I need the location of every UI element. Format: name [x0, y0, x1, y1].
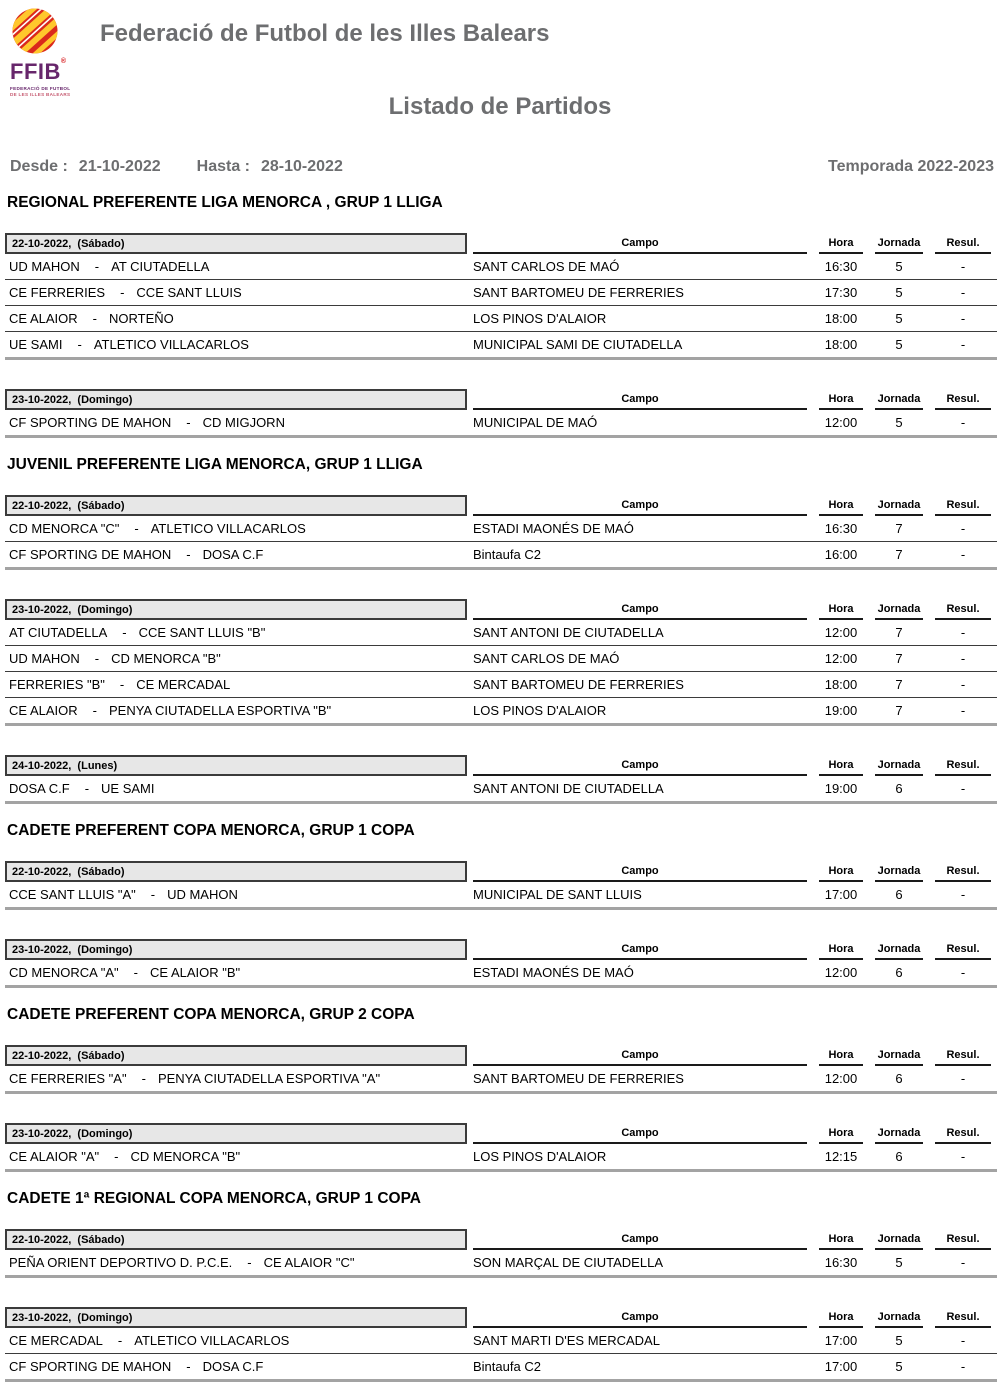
desde-label: Desde :	[10, 158, 68, 175]
column-header-campo: Campo	[473, 1127, 807, 1144]
column-header-resul: Resul.	[935, 1049, 991, 1066]
match-table	[5, 1229, 997, 1278]
matchup-cell	[5, 311, 467, 326]
home-team: CF SPORTING DE MAHON	[9, 415, 172, 430]
jornada-cell: 7	[895, 547, 903, 562]
column-header-jornada: Jornada	[875, 499, 923, 516]
hora-cell: 12:00	[824, 1071, 858, 1086]
match-separator: -	[186, 1359, 191, 1374]
resul-cell: -	[960, 337, 966, 352]
away-team: CD MIGJORN	[202, 415, 285, 430]
match-separator: -	[119, 677, 125, 692]
column-header-hora: Hora	[819, 237, 863, 254]
competition-title: CADETE PREFERENT COPA MENORCA, GRUP 1 COPA	[7, 822, 415, 839]
competition-section	[5, 1006, 997, 1172]
away-team: NORTEÑO	[108, 311, 174, 326]
ffib-logo	[10, 8, 98, 97]
match-separator: -	[120, 285, 125, 300]
matchup-cell	[5, 1071, 467, 1086]
home-team: CF SPORTING DE MAHON	[9, 547, 172, 562]
table-header-row	[5, 861, 997, 882]
tables-group	[5, 1229, 997, 1382]
column-header-campo: Campo	[473, 943, 807, 960]
home-team: CE ALAIOR	[9, 703, 78, 718]
column-header-hora: Hora	[819, 1049, 863, 1066]
match-table	[5, 1307, 997, 1382]
ffib-logo-ball-icon	[10, 8, 60, 55]
jornada-cell: 6	[895, 887, 903, 902]
column-header-resul: Resul.	[935, 759, 991, 776]
tables-group	[5, 233, 997, 438]
column-header-jornada: Jornada	[875, 237, 923, 254]
away-team: PENYA CIUTADELLA ESPORTIVA "A"	[157, 1071, 381, 1086]
matchup-cell	[5, 887, 467, 902]
column-header-jornada: Jornada	[875, 1127, 923, 1144]
match-separator: -	[150, 887, 156, 902]
competition-section	[5, 456, 997, 804]
date-header: 23-10-2022, (Domingo)	[5, 1307, 467, 1328]
away-team: ATLETICO VILLACARLOS	[134, 1333, 290, 1348]
away-team: DOSA C.F	[202, 1359, 264, 1374]
jornada-cell: 5	[895, 259, 903, 274]
date-header: 23-10-2022, (Domingo)	[5, 599, 467, 620]
table-row	[5, 306, 997, 332]
column-header-resul: Resul.	[935, 1127, 991, 1144]
away-team: CD MENORCA "B"	[111, 651, 221, 666]
column-header-hora: Hora	[819, 1311, 863, 1328]
hora-cell: 12:00	[824, 625, 858, 640]
desde-value: 21-10-2022	[78, 158, 161, 175]
column-header-campo: Campo	[473, 499, 807, 516]
home-team: CE FERRERIES	[9, 285, 106, 300]
jornada-cell: 6	[895, 781, 903, 796]
resul-cell: -	[960, 625, 966, 640]
table-header-row	[5, 1045, 997, 1066]
resul-cell: -	[960, 547, 966, 562]
hasta-label: Hasta :	[196, 158, 250, 175]
home-team: CE MERCADAL	[9, 1333, 103, 1348]
match-table	[5, 599, 997, 726]
hora-cell: 12:00	[824, 415, 858, 430]
jornada-cell: 5	[895, 337, 903, 352]
column-header-jornada: Jornada	[875, 603, 923, 620]
match-separator: -	[134, 521, 139, 536]
table-header-row	[5, 1307, 997, 1328]
hora-cell: 18:00	[824, 337, 858, 352]
resul-cell: -	[960, 521, 966, 536]
match-separator: -	[84, 781, 90, 796]
resul-cell: -	[960, 887, 966, 902]
logo-tagline-1: FEDERACIÓ DE FUTBOL	[10, 86, 71, 91]
match-table	[5, 861, 997, 910]
date-header: 23-10-2022, (Domingo)	[5, 389, 467, 410]
campo-cell: SANT ANTONI DE CIUTADELLA	[473, 625, 664, 640]
matchup-cell	[5, 285, 467, 300]
table-row	[5, 1250, 997, 1278]
resul-cell: -	[960, 1071, 966, 1086]
hora-cell: 19:00	[824, 703, 858, 718]
tables-group	[5, 861, 997, 988]
column-header-campo: Campo	[473, 1233, 807, 1250]
match-separator: -	[186, 547, 191, 562]
hora-cell: 12:15	[824, 1149, 858, 1164]
home-team: UE SAMI	[9, 337, 63, 352]
column-header-hora: Hora	[819, 499, 863, 516]
campo-cell: ESTADI MAONÉS DE MAÓ	[473, 521, 634, 536]
home-team: FERRERIES "B"	[9, 677, 105, 692]
resul-cell: -	[960, 965, 966, 980]
away-team: CE ALAIOR "C"	[263, 1255, 355, 1270]
resul-cell: -	[960, 1255, 966, 1270]
match-table	[5, 233, 997, 360]
table-header-row	[5, 1123, 997, 1144]
away-team: CCE SANT LLUIS	[136, 285, 242, 300]
table-header-row	[5, 1229, 997, 1250]
match-table	[5, 1123, 997, 1172]
column-header-hora: Hora	[819, 943, 863, 960]
table-row	[5, 646, 997, 672]
competition-section	[5, 194, 997, 438]
resul-cell: -	[960, 1359, 966, 1374]
away-team: PENYA CIUTADELLA ESPORTIVA "B"	[108, 703, 332, 718]
competition-section	[5, 822, 997, 988]
hora-cell: 12:00	[824, 651, 858, 666]
jornada-cell: 7	[895, 521, 903, 536]
column-header-jornada: Jornada	[875, 1311, 923, 1328]
logo-tagline-2: DE LES ILLES BALEARS	[10, 92, 71, 97]
date-header: 24-10-2022, (Lunes)	[5, 755, 467, 776]
competition-title: CADETE 1ª REGIONAL COPA MENORCA, GRUP 1 COPA	[7, 1190, 421, 1207]
column-header-jornada: Jornada	[875, 759, 923, 776]
hora-cell: 16:30	[824, 1255, 858, 1270]
campo-cell: ESTADI MAONÉS DE MAÓ	[473, 965, 634, 980]
resul-cell: -	[960, 1333, 966, 1348]
home-team: CD MENORCA "C"	[9, 521, 120, 536]
campo-cell: MUNICIPAL DE MAÓ	[473, 415, 598, 430]
campo-cell: Bintaufa C2	[473, 547, 541, 562]
away-team: CD MENORCA "B"	[130, 1149, 241, 1164]
jornada-cell: 5	[895, 1359, 903, 1374]
table-row	[5, 882, 997, 910]
match-table	[5, 1045, 997, 1094]
logo-acronym: FFIB	[10, 59, 61, 84]
table-row	[5, 410, 997, 438]
match-separator: -	[117, 1333, 123, 1348]
resul-cell: -	[960, 415, 966, 430]
campo-cell: SON MARÇAL DE CIUTADELLA	[473, 1255, 663, 1270]
table-header-row	[5, 755, 997, 776]
campo-cell: MUNICIPAL SAMI DE CIUTADELLA	[473, 337, 683, 352]
away-team: ATLETICO VILLACARLOS	[150, 521, 306, 536]
away-team: UD MAHON	[167, 887, 238, 902]
date-header: 22-10-2022, (Sábado)	[5, 861, 467, 882]
match-separator: -	[133, 965, 138, 980]
away-team: ATLETICO VILLACARLOS	[93, 337, 249, 352]
column-header-campo: Campo	[473, 759, 807, 776]
campo-cell: SANT BARTOMEU DE FERRERIES	[473, 1071, 684, 1086]
column-header-jornada: Jornada	[875, 865, 923, 882]
table-header-row	[5, 495, 997, 516]
table-row	[5, 1328, 997, 1354]
match-separator: -	[114, 1149, 119, 1164]
matchup-cell	[5, 703, 467, 718]
hora-cell: 17:00	[824, 1333, 858, 1348]
column-header-resul: Resul.	[935, 1311, 991, 1328]
column-header-resul: Resul.	[935, 393, 991, 410]
match-separator: -	[94, 651, 100, 666]
table-row	[5, 960, 997, 988]
match-separator: -	[122, 625, 127, 640]
matchup-cell	[5, 547, 467, 562]
column-header-resul: Resul.	[935, 237, 991, 254]
match-table	[5, 755, 997, 804]
match-table	[5, 495, 997, 570]
jornada-cell: 6	[895, 1071, 903, 1086]
jornada-cell: 5	[895, 285, 903, 300]
tables-group	[5, 1045, 997, 1172]
campo-cell: MUNICIPAL DE SANT LLUIS	[473, 887, 642, 902]
table-row	[5, 1066, 997, 1094]
home-team: PEÑA ORIENT DEPORTIVO D. P.C.E.	[9, 1255, 233, 1270]
competition-title: REGIONAL PREFERENTE LIGA MENORCA , GRUP 1 LLIGA	[7, 194, 443, 211]
date-range	[10, 158, 343, 176]
matchup-cell	[5, 521, 467, 536]
home-team: CE ALAIOR "A"	[9, 1149, 100, 1164]
table-row	[5, 542, 997, 570]
campo-cell: SANT BARTOMEU DE FERRERIES	[473, 285, 684, 300]
column-header-campo: Campo	[473, 865, 807, 882]
campo-cell: LOS PINOS D'ALAIOR	[473, 311, 607, 326]
matchup-cell	[5, 677, 467, 692]
away-team: CE ALAIOR "B"	[149, 965, 241, 980]
hasta-value: 28-10-2022	[261, 158, 343, 175]
campo-cell: SANT BARTOMEU DE FERRERIES	[473, 677, 684, 692]
resul-cell: -	[960, 677, 966, 692]
competition-section	[5, 1190, 997, 1382]
matchup-cell	[5, 781, 467, 796]
away-team: CCE SANT LLUIS "B"	[138, 625, 266, 640]
table-row	[5, 1354, 997, 1382]
table-row	[5, 698, 997, 726]
table-row	[5, 332, 997, 360]
table-row	[5, 620, 997, 646]
hora-cell: 18:00	[824, 311, 858, 326]
table-row	[5, 776, 997, 804]
campo-cell: LOS PINOS D'ALAIOR	[473, 703, 607, 718]
match-separator: -	[247, 1255, 252, 1270]
jornada-cell: 7	[895, 703, 903, 718]
column-header-hora: Hora	[819, 1233, 863, 1250]
away-team: UE SAMI	[101, 781, 155, 796]
column-header-resul: Resul.	[935, 865, 991, 882]
hora-cell: 17:00	[824, 1359, 858, 1374]
column-header-jornada: Jornada	[875, 393, 923, 410]
hora-cell: 16:30	[824, 259, 858, 274]
table-row	[5, 1144, 997, 1172]
match-separator: -	[94, 259, 100, 274]
column-header-campo: Campo	[473, 1049, 807, 1066]
column-header-jornada: Jornada	[875, 943, 923, 960]
home-team: CE FERRERIES "A"	[9, 1071, 127, 1086]
column-header-resul: Resul.	[935, 603, 991, 620]
table-header-row	[5, 233, 997, 254]
column-header-jornada: Jornada	[875, 1049, 923, 1066]
hora-cell: 17:30	[824, 285, 858, 300]
hora-cell: 18:00	[824, 677, 858, 692]
matchup-cell	[5, 337, 467, 352]
matchup-cell	[5, 415, 467, 430]
campo-cell: SANT ANTONI DE CIUTADELLA	[473, 781, 664, 796]
hora-cell: 16:00	[824, 547, 858, 562]
column-header-campo: Campo	[473, 603, 807, 620]
matchup-cell	[5, 965, 467, 980]
column-header-hora: Hora	[819, 393, 863, 410]
home-team: CE ALAIOR	[9, 311, 78, 326]
match-separator: -	[186, 415, 191, 430]
hora-cell: 12:00	[824, 965, 858, 980]
registered-mark: ®	[60, 58, 67, 65]
campo-cell: LOS PINOS D'ALAIOR	[473, 1149, 607, 1164]
table-row	[5, 672, 997, 698]
column-header-resul: Resul.	[935, 943, 991, 960]
campo-cell: SANT CARLOS DE MAÓ	[473, 651, 620, 666]
sections-container	[5, 194, 997, 1382]
match-table	[5, 389, 997, 438]
hora-cell: 17:00	[824, 887, 858, 902]
column-header-hora: Hora	[819, 1127, 863, 1144]
date-header: 23-10-2022, (Domingo)	[5, 939, 467, 960]
resul-cell: -	[960, 1149, 966, 1164]
column-header-hora: Hora	[819, 603, 863, 620]
jornada-cell: 5	[895, 415, 903, 430]
away-team: DOSA C.F	[202, 547, 264, 562]
resul-cell: -	[960, 703, 966, 718]
home-team: UD MAHON	[9, 259, 80, 274]
competition-title: JUVENIL PREFERENTE LIGA MENORCA, GRUP 1 LLIGA	[7, 456, 423, 473]
matchup-cell	[5, 1359, 467, 1374]
resul-cell: -	[960, 285, 966, 300]
page-title: Listado de Partidos	[388, 93, 612, 120]
date-header: 22-10-2022, (Sábado)	[5, 495, 467, 516]
match-table	[5, 939, 997, 988]
resul-cell: -	[960, 311, 966, 326]
campo-cell: Bintaufa C2	[473, 1359, 541, 1374]
matchup-cell	[5, 1255, 467, 1270]
away-team: AT CIUTADELLA	[111, 259, 210, 274]
table-header-row	[5, 599, 997, 620]
date-range-row	[10, 158, 994, 176]
matchup-cell	[5, 1333, 467, 1348]
table-row	[5, 516, 997, 542]
match-separator: -	[92, 311, 97, 326]
column-header-jornada: Jornada	[875, 1233, 923, 1250]
jornada-cell: 7	[895, 625, 903, 640]
jornada-cell: 7	[895, 651, 903, 666]
hora-cell: 19:00	[824, 781, 858, 796]
matchup-cell	[5, 651, 467, 666]
home-team: CCE SANT LLUIS "A"	[9, 887, 136, 902]
tables-group	[5, 495, 997, 804]
resul-cell: -	[960, 781, 966, 796]
column-header-resul: Resul.	[935, 499, 991, 516]
competition-title: CADETE PREFERENT COPA MENORCA, GRUP 2 COPA	[7, 1006, 415, 1023]
resul-cell: -	[960, 259, 966, 274]
column-header-campo: Campo	[473, 237, 807, 254]
jornada-cell: 5	[895, 311, 903, 326]
date-header: 23-10-2022, (Domingo)	[5, 1123, 467, 1144]
column-header-campo: Campo	[473, 393, 807, 410]
column-header-hora: Hora	[819, 865, 863, 882]
table-header-row	[5, 389, 997, 410]
temporada-label: Temporada 2022-2023	[827, 158, 994, 175]
matchup-cell	[5, 625, 467, 640]
matchup-cell	[5, 1149, 467, 1164]
home-team: DOSA C.F	[9, 781, 70, 796]
column-header-campo: Campo	[473, 1311, 807, 1328]
jornada-cell: 5	[895, 1333, 903, 1348]
column-header-resul: Resul.	[935, 1233, 991, 1250]
table-row	[5, 280, 997, 306]
home-team: UD MAHON	[9, 651, 80, 666]
table-row	[5, 254, 997, 280]
away-team: CE MERCADAL	[136, 677, 231, 692]
column-header-hora: Hora	[819, 759, 863, 776]
jornada-cell: 6	[895, 1149, 903, 1164]
date-header: 22-10-2022, (Sábado)	[5, 1045, 467, 1066]
date-header: 22-10-2022, (Sábado)	[5, 233, 467, 254]
date-header: 22-10-2022, (Sábado)	[5, 1229, 467, 1250]
home-team: AT CIUTADELLA	[9, 625, 108, 640]
match-separator: -	[77, 337, 82, 352]
jornada-cell: 5	[895, 1255, 903, 1270]
match-separator: -	[141, 1071, 146, 1086]
hora-cell: 16:30	[824, 521, 858, 536]
campo-cell: SANT CARLOS DE MAÓ	[473, 259, 620, 274]
matchup-cell	[5, 259, 467, 274]
home-team: CF SPORTING DE MAHON	[9, 1359, 172, 1374]
jornada-cell: 6	[895, 965, 903, 980]
match-separator: -	[92, 703, 97, 718]
campo-cell: SANT MARTI D'ES MERCADAL	[473, 1333, 660, 1348]
home-team: CD MENORCA "A"	[9, 965, 119, 980]
resul-cell: -	[960, 651, 966, 666]
organization-title: Federació de Futbol de les Illes Balears	[100, 20, 550, 47]
jornada-cell: 7	[895, 677, 903, 692]
table-header-row	[5, 939, 997, 960]
